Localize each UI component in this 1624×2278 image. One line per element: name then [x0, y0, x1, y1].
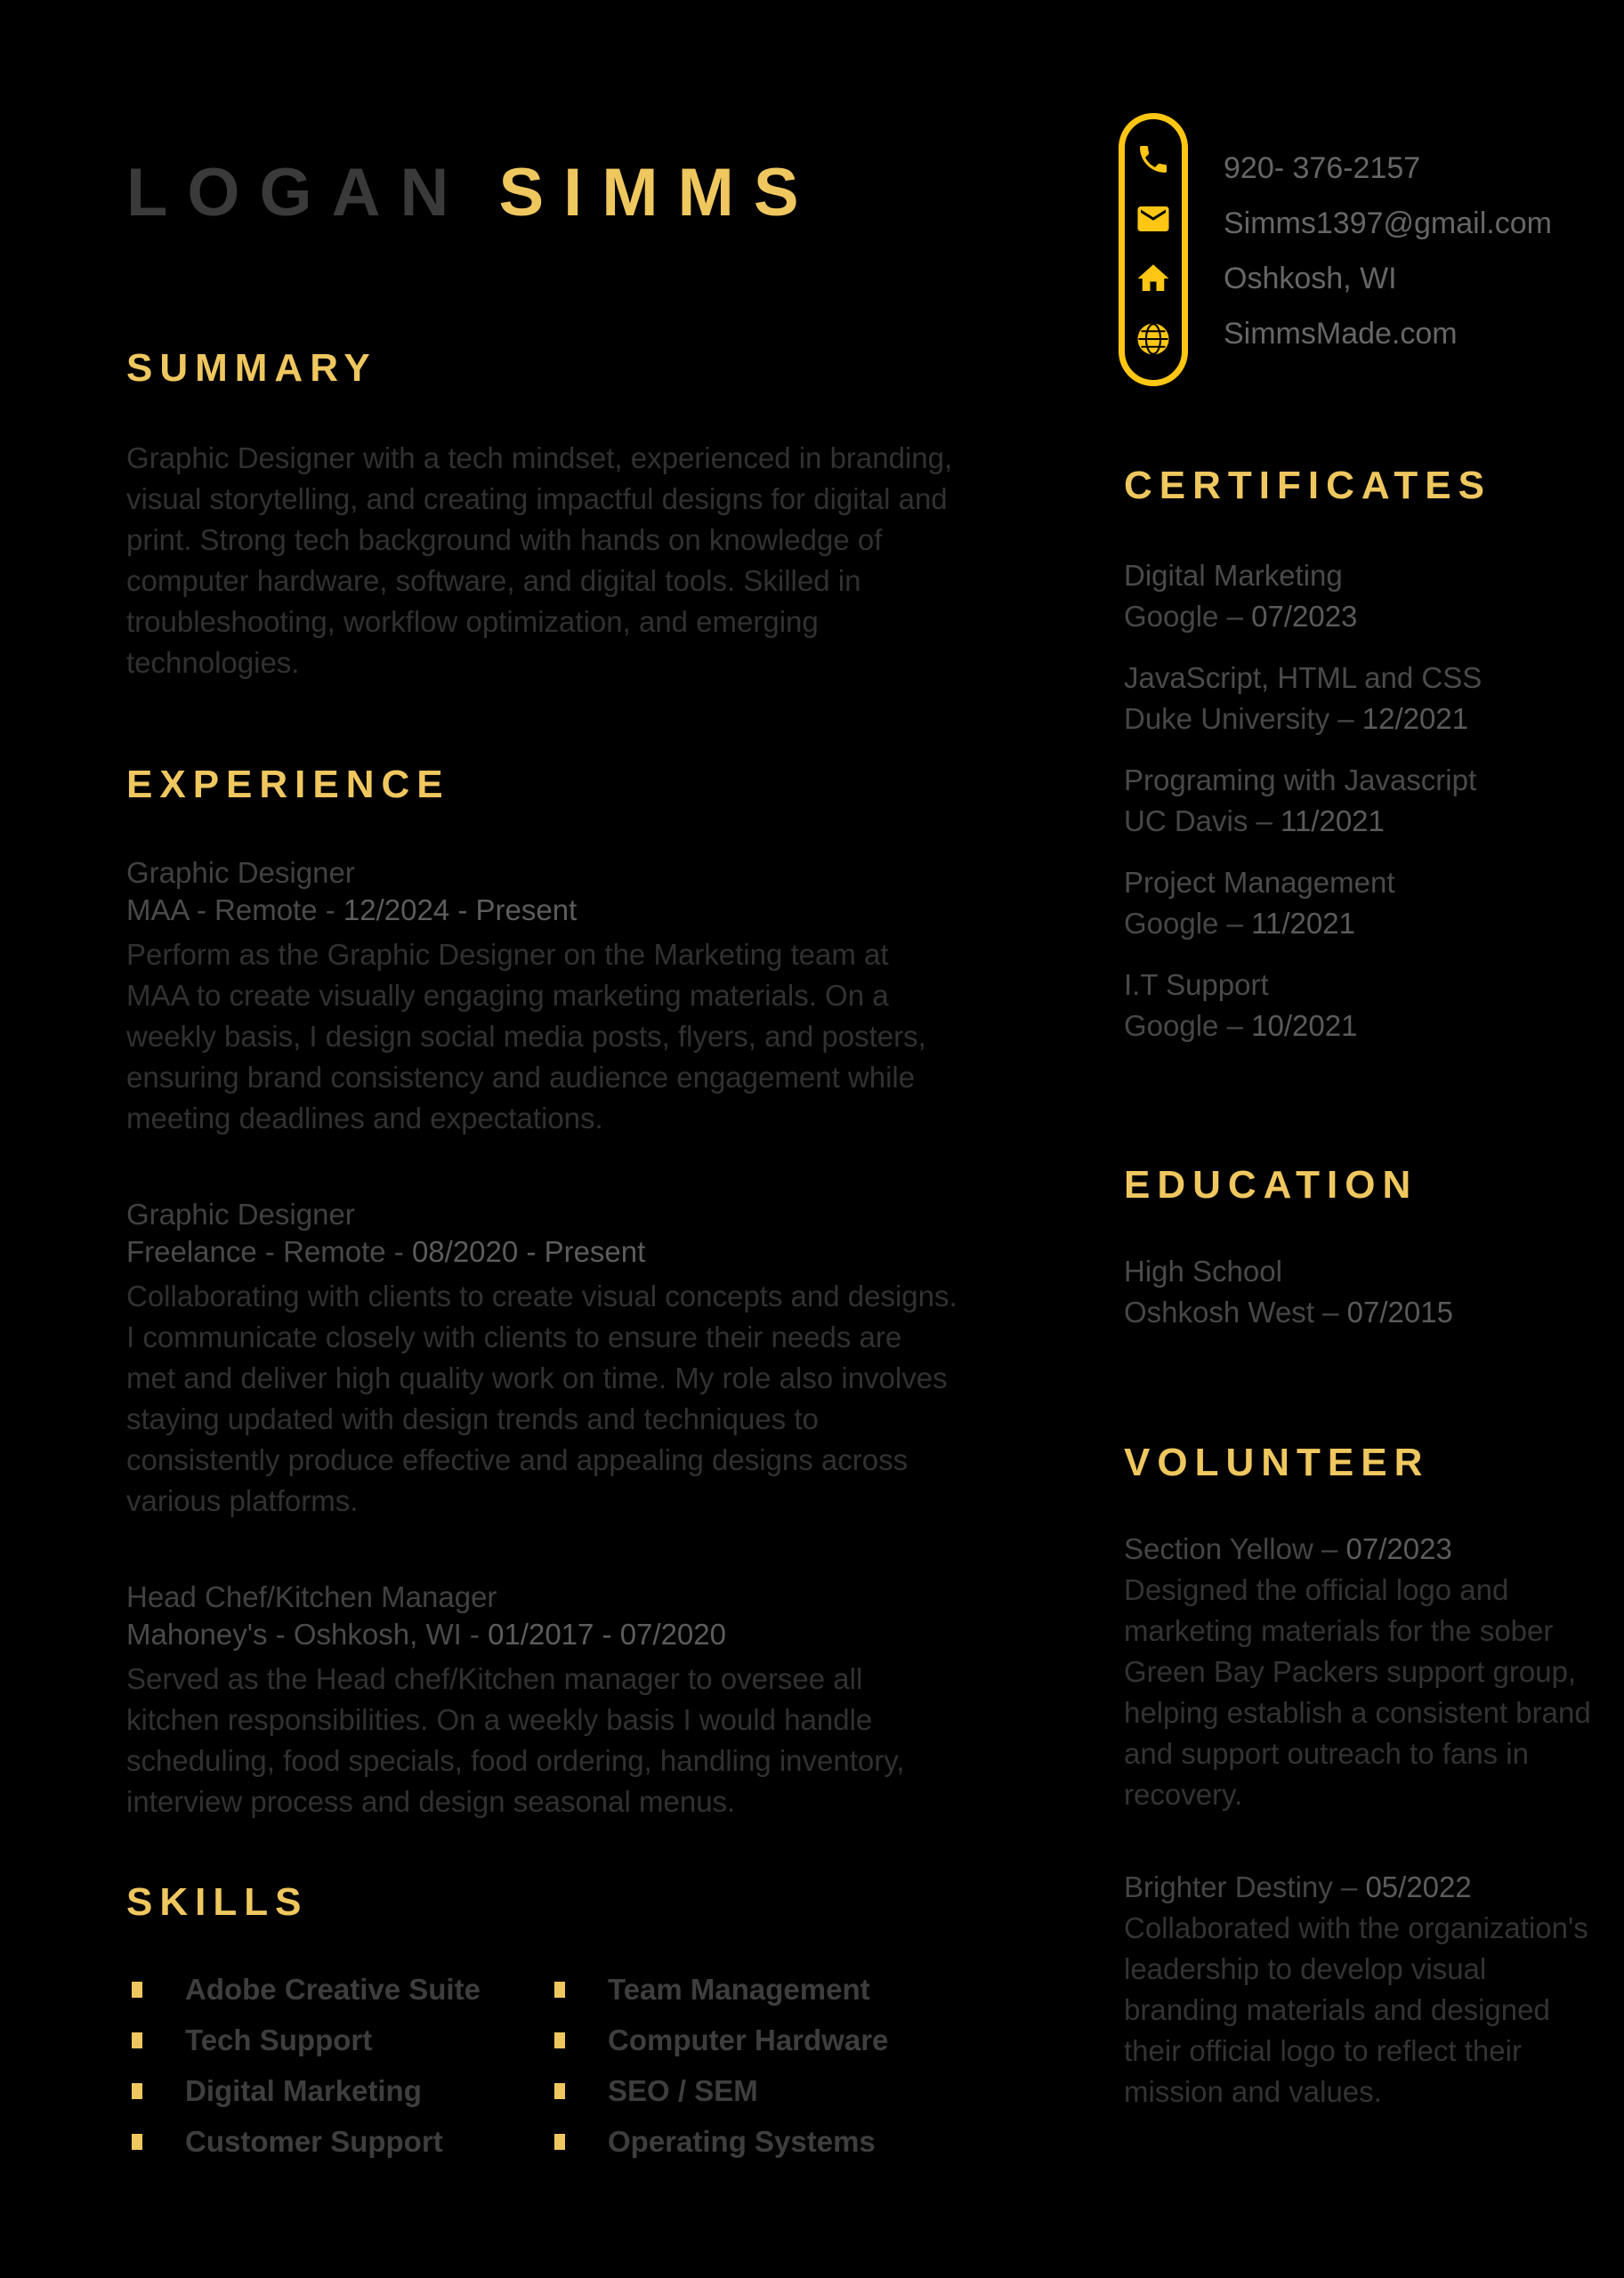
certificate-entry — [1124, 658, 1593, 739]
certificate-meta — [1124, 699, 1593, 739]
job-dates: 08/2020 - Present — [411, 1235, 646, 1268]
contact-location: Oshkosh, WI — [1224, 262, 1397, 295]
job-company: Mahoney's - Oshkosh, WI - — [126, 1618, 489, 1651]
certificate-date: 12/2021 — [1361, 702, 1469, 735]
volunteer-entry — [1124, 1867, 1593, 2112]
page-title — [126, 154, 819, 230]
education-section-title: EDUCATION — [1124, 1163, 1418, 1207]
job-description: Collaborating with clients to create visual concepts and designs. I communicate closely with clients to ensure their needs are met and deliver high quality work on time. My role also involves staying updated with design trends and techniques to consistently produce effective and appealing designs across various platforms. — [126, 1280, 957, 1517]
education-meta — [1124, 1292, 1593, 1333]
bullet-square-icon — [554, 1982, 565, 1998]
skill-item — [549, 2023, 972, 2058]
email-icon — [1135, 200, 1172, 238]
contact-icon-pill — [1119, 113, 1188, 386]
job-entry — [126, 854, 972, 1139]
skill-item — [549, 2073, 972, 2109]
contact-website: SimmsMade.com — [1224, 317, 1458, 351]
bullet-square-icon — [132, 2032, 142, 2048]
job-entry — [126, 1579, 972, 1822]
volunteer-name: Section Yellow – — [1124, 1532, 1346, 1565]
job-dates: 01/2017 - 07/2020 — [488, 1618, 726, 1651]
bullet-square-icon — [554, 2134, 565, 2150]
certificate-date: 10/2021 — [1251, 1009, 1358, 1042]
certificate-issuer: Duke University – — [1124, 702, 1362, 735]
volunteer-date: 05/2022 — [1365, 1870, 1472, 1903]
contact-details — [1188, 113, 1552, 386]
certificate-date: 11/2021 — [1281, 804, 1385, 837]
certificate-date: 07/2023 — [1251, 600, 1358, 633]
certificate-entry — [1124, 555, 1593, 637]
left-column — [126, 345, 972, 2175]
skill-label: SEO / SEM — [608, 2074, 758, 2107]
education-school: Oshkosh West – — [1124, 1296, 1347, 1329]
first-name: LOGAN — [126, 154, 469, 230]
certificate-issuer: Google – — [1124, 1009, 1252, 1042]
job-title: Graphic Designer — [126, 1198, 355, 1231]
bullet-square-icon — [132, 2134, 142, 2150]
experience-section-title: EXPERIENCE — [126, 763, 450, 806]
section-experience — [126, 762, 972, 1822]
certificate-name: Project Management — [1124, 866, 1395, 899]
section-volunteer — [1124, 1440, 1593, 2112]
certificate-meta — [1124, 801, 1593, 842]
skills-column-right — [549, 1972, 972, 2175]
certificate-entry — [1124, 862, 1593, 944]
volunteer-description: Collaborated with the organization's leadership to develop visual branding materials and designed their official logo to reflect their mission and values. — [1124, 1911, 1588, 2108]
job-entry — [126, 1196, 972, 1522]
certificate-date: 11/2021 — [1251, 907, 1355, 940]
skill-label: Computer Hardware — [608, 2024, 889, 2056]
summary-section-title: SUMMARY — [126, 346, 377, 390]
volunteer-entry — [1124, 1529, 1593, 1815]
education-entry — [1124, 1251, 1593, 1333]
home-icon — [1135, 260, 1172, 297]
volunteer-title — [1124, 1867, 1593, 1908]
job-title: Graphic Designer — [126, 856, 355, 889]
globe-icon — [1135, 320, 1172, 358]
skill-item — [126, 2073, 549, 2109]
job-dates: 12/2024 - Present — [343, 893, 578, 926]
bullet-square-icon — [554, 2032, 565, 2048]
job-company: MAA - Remote - — [126, 893, 343, 926]
bullet-square-icon — [132, 2083, 142, 2099]
section-skills — [126, 1879, 972, 2175]
last-name: SIMMS — [498, 154, 819, 230]
summary-text: Graphic Designer with a tech mindset, experienced in branding, visual storytelling, and creating impactful designs for digital and print. Strong tech background with hands on knowledge of computer hardware, software, and digital tools. Skilled in troubleshooting, workflow optimization, and emerging technologies. — [126, 441, 953, 679]
volunteer-name: Brighter Destiny – — [1124, 1870, 1366, 1903]
right-column — [1124, 463, 1593, 2164]
job-meta — [126, 1233, 972, 1271]
section-education — [1124, 1162, 1593, 1333]
bullet-square-icon — [554, 2083, 565, 2099]
job-meta — [126, 1616, 972, 1653]
job-description: Served as the Head chef/Kitchen manager to oversee all kitchen responsibilities. On a weekly basis I would handle scheduling, food specials, food ordering, handling inventory, interview process and design seasonal menus. — [126, 1662, 905, 1818]
bullet-square-icon — [132, 1982, 142, 1998]
skill-label: Team Management — [608, 1973, 870, 2006]
skills-list — [126, 1972, 972, 2175]
skill-label: Operating Systems — [608, 2125, 876, 2158]
contact-phone: 920- 376-2157 — [1224, 151, 1421, 185]
certificate-name: JavaScript, HTML and CSS — [1124, 661, 1483, 694]
volunteer-title — [1124, 1529, 1593, 1570]
job-description: Perform as the Graphic Designer on the Marketing team at MAA to create visually engaging marketing materials. On a weekly basis, I design social media posts, flyers, and posters, ensuring brand consistency and audience engagement while meeting deadlines and expectations. — [126, 938, 926, 1135]
skill-label: Adobe Creative Suite — [185, 1973, 481, 2006]
skill-item — [549, 2124, 972, 2160]
certificate-entry — [1124, 760, 1593, 842]
skills-section-title: SKILLS — [126, 1880, 309, 1924]
job-company: Freelance - Remote - — [126, 1235, 412, 1268]
certificate-issuer: UC Davis – — [1124, 804, 1281, 837]
phone-icon — [1135, 141, 1171, 177]
job-title: Head Chef/Kitchen Manager — [126, 1580, 497, 1613]
skill-item — [549, 1972, 972, 2007]
certificate-name: I.T Support — [1124, 968, 1269, 1001]
volunteer-date: 07/2023 — [1345, 1532, 1452, 1565]
skills-column-left — [126, 1972, 549, 2175]
education-date: 07/2015 — [1346, 1296, 1453, 1329]
certificates-section-title: CERTIFICATES — [1124, 464, 1491, 507]
section-summary — [126, 345, 972, 683]
certificate-entry — [1124, 965, 1593, 1046]
contact-card — [1119, 113, 1552, 386]
skill-label: Customer Support — [185, 2125, 443, 2158]
volunteer-description: Designed the official logo and marketing materials for the sober Green Bay Packers support group, helping establish a consistent brand and support outreach to fans in recovery. — [1124, 1573, 1591, 1811]
skill-item — [126, 2124, 549, 2160]
certificate-meta — [1124, 903, 1593, 944]
certificate-name: Programing with Javascript — [1124, 763, 1477, 796]
certificate-meta — [1124, 1006, 1593, 1046]
skill-item — [126, 1972, 549, 2007]
education-name: High School — [1124, 1255, 1282, 1288]
certificate-meta — [1124, 596, 1593, 637]
skill-item — [126, 2023, 549, 2058]
certificate-name: Digital Marketing — [1124, 559, 1343, 592]
skill-label: Tech Support — [185, 2024, 373, 2056]
contact-email: Simms1397@gmail.com — [1224, 206, 1552, 240]
section-certificates — [1124, 463, 1593, 1046]
job-meta — [126, 892, 972, 929]
volunteer-section-title: VOLUNTEER — [1124, 1441, 1430, 1484]
certificate-issuer: Google – — [1124, 600, 1252, 633]
certificate-issuer: Google – — [1124, 907, 1252, 940]
skill-label: Digital Marketing — [185, 2074, 422, 2107]
